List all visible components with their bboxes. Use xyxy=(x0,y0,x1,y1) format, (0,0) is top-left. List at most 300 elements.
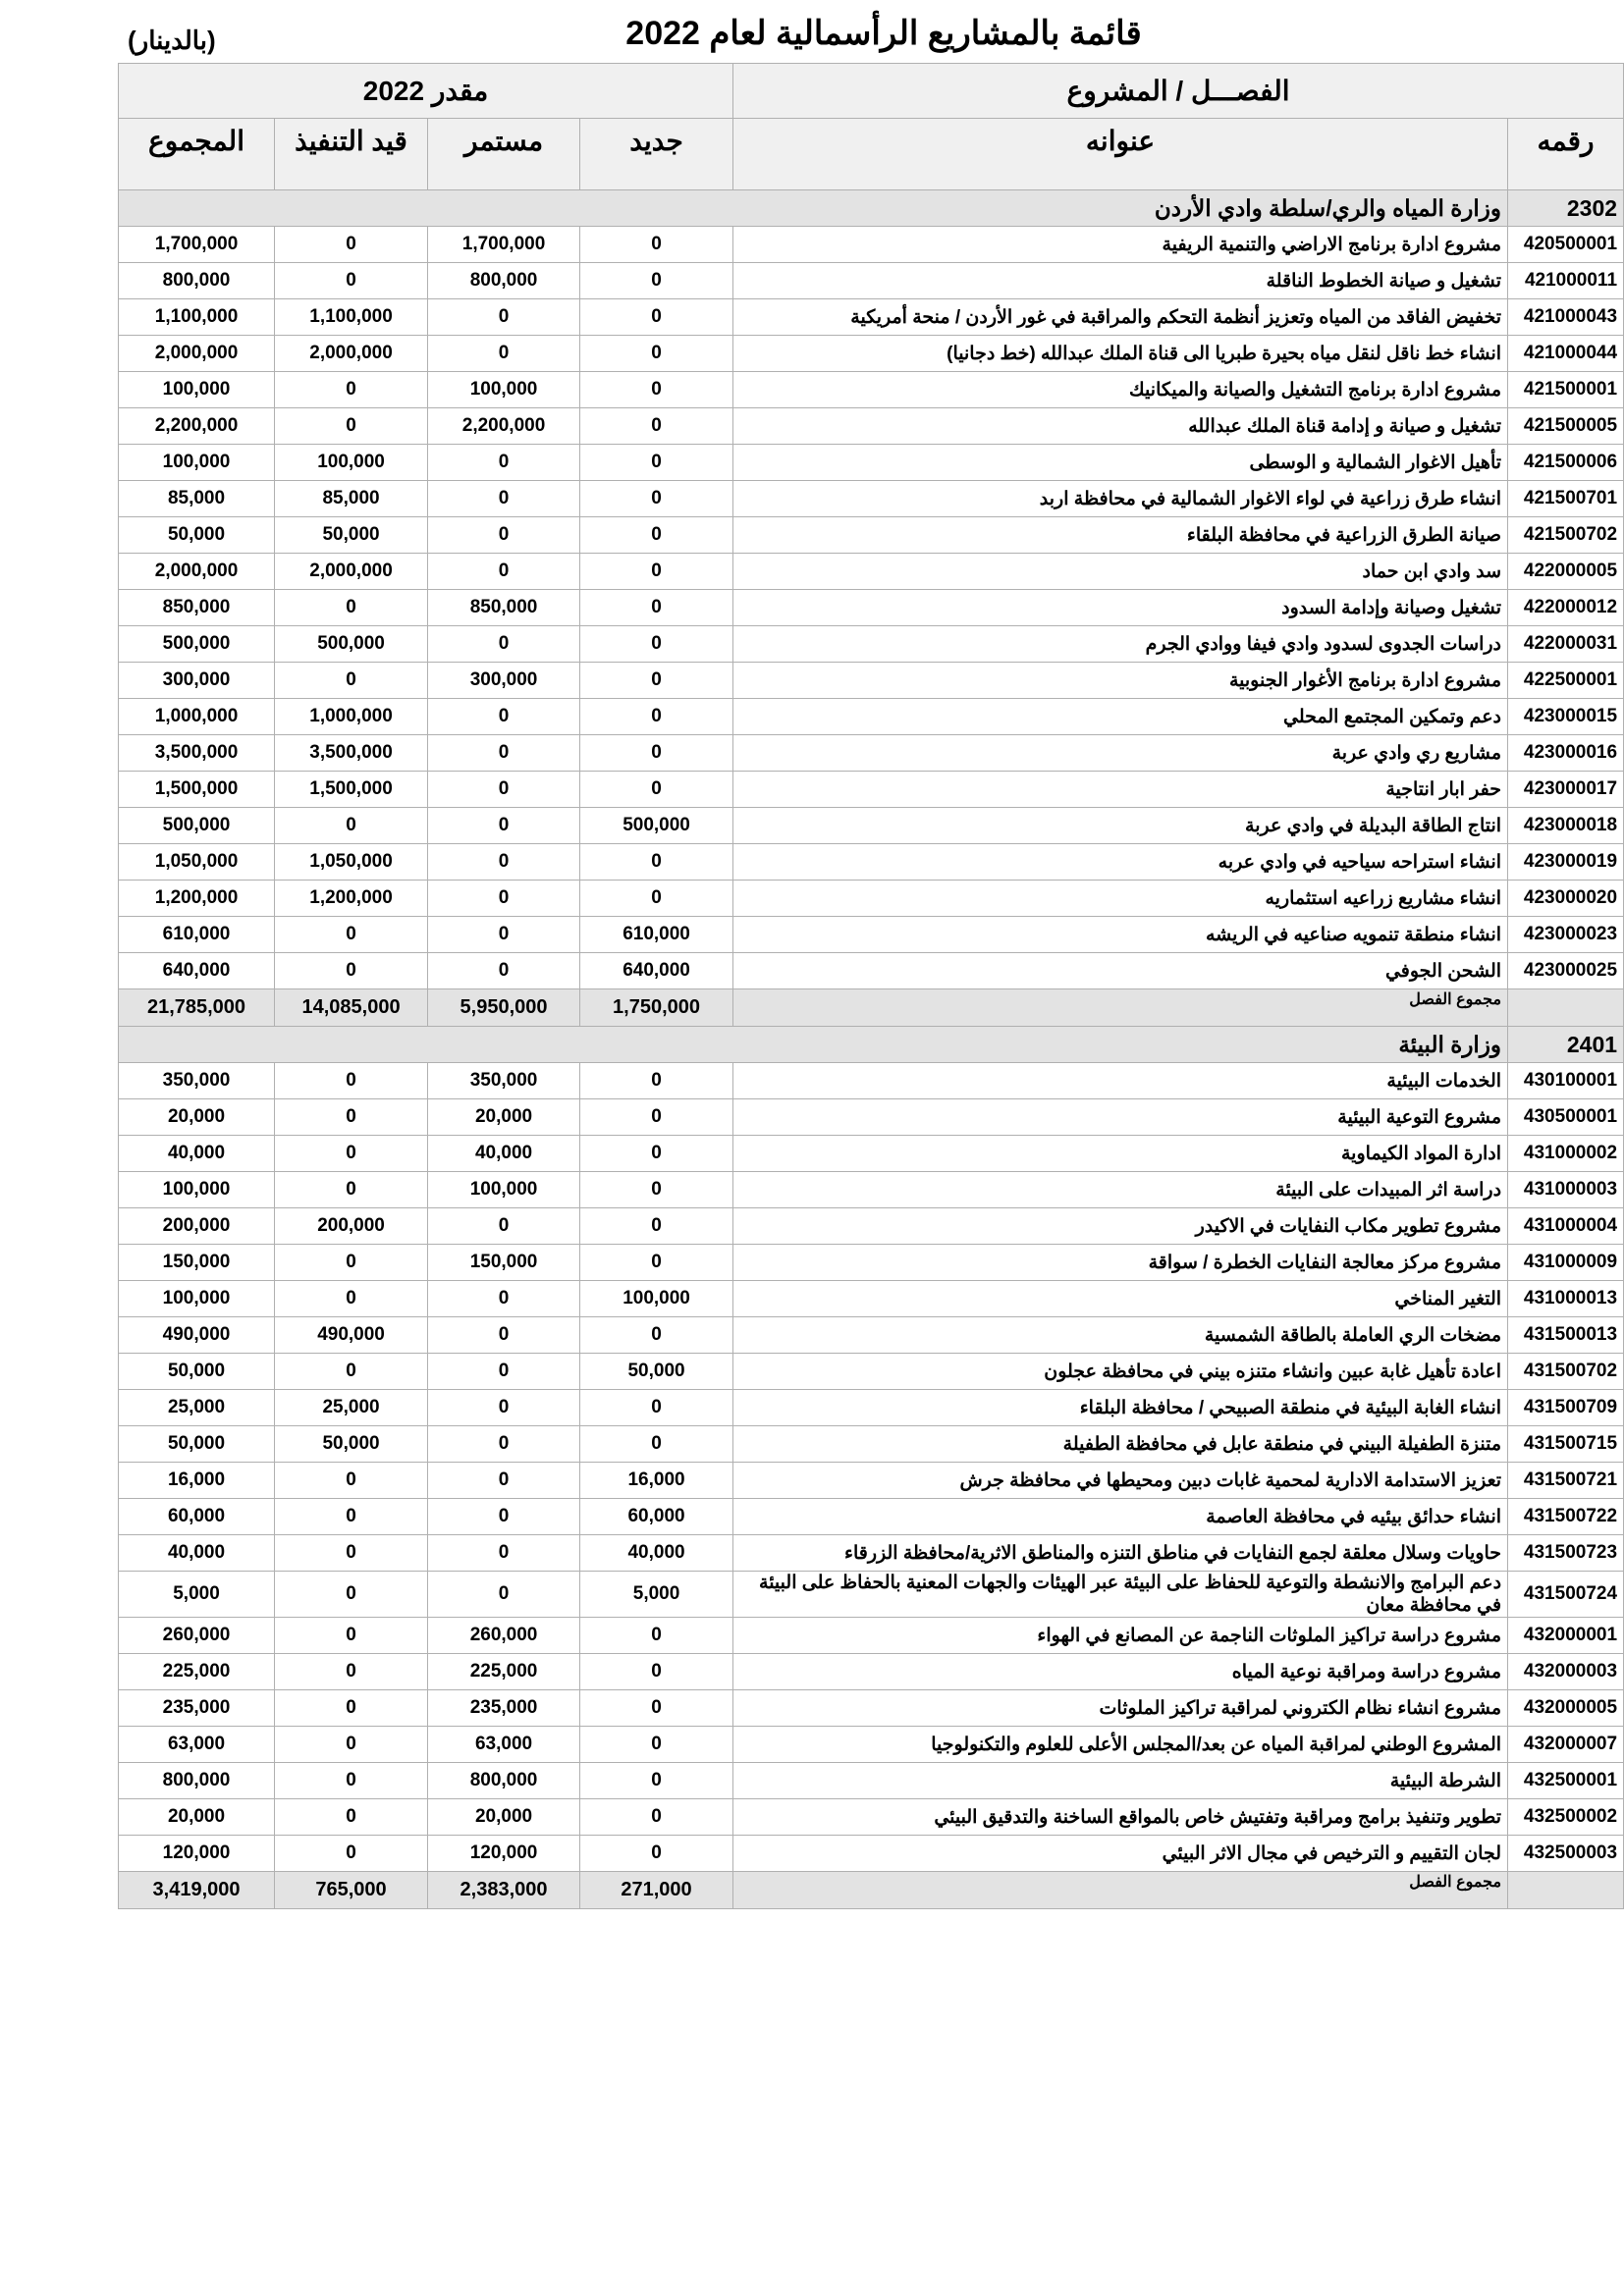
total-amount: 490,000 xyxy=(119,1317,275,1354)
continuing-amount: 0 xyxy=(428,808,580,844)
total-amount: 850,000 xyxy=(119,590,275,626)
table-row xyxy=(119,917,1624,953)
project-name: انشاء استراحه سياحيه في وادي عربه xyxy=(733,844,1508,881)
in-progress-amount: 0 xyxy=(275,227,428,263)
table-row xyxy=(119,1799,1624,1836)
section-code: 2302 xyxy=(1508,190,1624,227)
project-id: 431500721 xyxy=(1508,1463,1624,1499)
continuing-amount: 0 xyxy=(428,1317,580,1354)
section-header xyxy=(119,1027,1624,1063)
table-row xyxy=(119,408,1624,445)
table-row xyxy=(119,1390,1624,1426)
table-row xyxy=(119,1426,1624,1463)
in-progress-amount: 50,000 xyxy=(275,517,428,554)
project-id: 423000017 xyxy=(1508,772,1624,808)
new-amount: 0 xyxy=(580,263,733,299)
in-progress-amount: 500,000 xyxy=(275,626,428,663)
in-progress-amount: 85,000 xyxy=(275,481,428,517)
continuing-total: 2,383,000 xyxy=(428,1872,580,1909)
project-id: 431500722 xyxy=(1508,1499,1624,1535)
project-id: 432000005 xyxy=(1508,1690,1624,1727)
total-amount: 200,000 xyxy=(119,1208,275,1245)
total-amount: 300,000 xyxy=(119,663,275,699)
project-name: دراسة اثر المبيدات على البيئة xyxy=(733,1172,1508,1208)
table-row xyxy=(119,1463,1624,1499)
in-progress-amount: 0 xyxy=(275,953,428,989)
continuing-amount: 0 xyxy=(428,1572,580,1618)
project-name: مشروع ادارة برنامج الاراضي والتنمية الريفية xyxy=(733,227,1508,263)
new-amount: 0 xyxy=(580,1317,733,1354)
project-id: 432500003 xyxy=(1508,1836,1624,1872)
currency-unit: (بالدينار) xyxy=(128,26,216,55)
table-row xyxy=(119,263,1624,299)
project-name: لجان التقييم و الترخيص في مجال الاثر البيئي xyxy=(733,1836,1508,1872)
new-amount: 0 xyxy=(580,772,733,808)
project-name: حاويات وسلال معلقة لجمع النفايات في مناطق التنزه والمناطق الاثرية/محافظة الزرقاء xyxy=(733,1535,1508,1572)
table-row xyxy=(119,772,1624,808)
total-amount: 2,000,000 xyxy=(119,554,275,590)
projects-table xyxy=(118,63,1624,1909)
new-amount: 60,000 xyxy=(580,1499,733,1535)
new-total: 1,750,000 xyxy=(580,989,733,1027)
total-amount: 100,000 xyxy=(119,445,275,481)
new-amount: 610,000 xyxy=(580,917,733,953)
total-amount: 800,000 xyxy=(119,1763,275,1799)
continuing-amount: 0 xyxy=(428,299,580,336)
project-id: 423000023 xyxy=(1508,917,1624,953)
project-name: اعادة تأهيل غابة عبين وانشاء متنزه بيني في محافظة عجلون xyxy=(733,1354,1508,1390)
project-name: مشروع انشاء نظام الكتروني لمراقبة تراكيز الملوثات xyxy=(733,1690,1508,1727)
table-row xyxy=(119,1654,1624,1690)
new-amount: 0 xyxy=(580,1172,733,1208)
in-progress-amount: 0 xyxy=(275,1463,428,1499)
total-amount: 20,000 xyxy=(119,1799,275,1836)
new-amount: 0 xyxy=(580,227,733,263)
project-id: 423000020 xyxy=(1508,881,1624,917)
continuing-amount: 0 xyxy=(428,953,580,989)
continuing-amount: 800,000 xyxy=(428,263,580,299)
continuing-amount: 0 xyxy=(428,1281,580,1317)
continuing-amount: 0 xyxy=(428,881,580,917)
empty-cell xyxy=(1508,989,1624,1027)
continuing-amount: 300,000 xyxy=(428,663,580,699)
continuing-amount: 0 xyxy=(428,699,580,735)
header-row-2 xyxy=(119,119,1624,190)
project-id: 431000013 xyxy=(1508,1281,1624,1317)
new-amount: 0 xyxy=(580,1654,733,1690)
project-id: 432000007 xyxy=(1508,1727,1624,1763)
project-id: 431500013 xyxy=(1508,1317,1624,1354)
total-amount: 235,000 xyxy=(119,1690,275,1727)
new-amount: 0 xyxy=(580,699,733,735)
table-row xyxy=(119,1281,1624,1317)
header-name: عنوانه xyxy=(733,119,1508,190)
new-amount: 0 xyxy=(580,663,733,699)
continuing-amount: 2,200,000 xyxy=(428,408,580,445)
new-amount: 0 xyxy=(580,590,733,626)
in-progress-amount: 0 xyxy=(275,1499,428,1535)
in-progress-amount: 3,500,000 xyxy=(275,735,428,772)
new-amount: 640,000 xyxy=(580,953,733,989)
table-row xyxy=(119,735,1624,772)
project-name: تخفيض الفاقد من المياه وتعزيز أنظمة التحكم والمراقبة في غور الأردن / منحة أمريكية xyxy=(733,299,1508,336)
project-name: دعم البرامج والانشطة والتوعية للحفاظ على البيئة عبر الهيئات والجهات المعنية بالحفاظ على البيئة في محافظة معان xyxy=(733,1572,1508,1618)
new-amount: 0 xyxy=(580,735,733,772)
total-label: مجموع الفصل xyxy=(733,1872,1508,1909)
project-name: انشاء طرق زراعية في لواء الاغوار الشمالية في محافظة اربد xyxy=(733,481,1508,517)
total-amount: 500,000 xyxy=(119,808,275,844)
continuing-amount: 0 xyxy=(428,1426,580,1463)
continuing-amount: 0 xyxy=(428,626,580,663)
header-new: جديد xyxy=(580,119,733,190)
continuing-amount: 225,000 xyxy=(428,1654,580,1690)
continuing-amount: 0 xyxy=(428,336,580,372)
new-amount: 0 xyxy=(580,1245,733,1281)
in-progress-amount: 0 xyxy=(275,1535,428,1572)
project-id: 423000015 xyxy=(1508,699,1624,735)
new-amount: 0 xyxy=(580,1836,733,1872)
page-title: قائمة بالمشاريع الرأسمالية لعام 2022 xyxy=(625,15,1142,52)
new-amount: 0 xyxy=(580,1799,733,1836)
project-id: 422000012 xyxy=(1508,590,1624,626)
in-progress-amount: 200,000 xyxy=(275,1208,428,1245)
total-amount: 610,000 xyxy=(119,917,275,953)
project-name: تطوير وتنفيذ برامج ومراقبة وتفتيش خاص بالمواقع الساخنة والتدقيق البيئي xyxy=(733,1799,1508,1836)
section-total-row xyxy=(119,989,1624,1027)
project-name: تأهيل الاغوار الشمالية و الوسطى xyxy=(733,445,1508,481)
continuing-amount: 350,000 xyxy=(428,1063,580,1099)
header-total: المجموع xyxy=(119,119,275,190)
table-row xyxy=(119,663,1624,699)
in-progress-amount: 0 xyxy=(275,663,428,699)
project-name: انشاء الغابة البيئية في منطقة الصبيحي / محافظة البلقاء xyxy=(733,1390,1508,1426)
project-name: مضخات الري العاملة بالطاقة الشمسية xyxy=(733,1317,1508,1354)
in-progress-amount: 1,000,000 xyxy=(275,699,428,735)
total-amount: 225,000 xyxy=(119,1654,275,1690)
table-row xyxy=(119,590,1624,626)
new-amount: 0 xyxy=(580,1099,733,1136)
table-row xyxy=(119,1354,1624,1390)
continuing-amount: 0 xyxy=(428,735,580,772)
total-amount: 100,000 xyxy=(119,1281,275,1317)
table-row xyxy=(119,554,1624,590)
project-name: تعزيز الاستدامة الادارية لمحمية غابات دبين ومحيطها في محافظة جرش xyxy=(733,1463,1508,1499)
continuing-amount: 260,000 xyxy=(428,1618,580,1654)
total-label: مجموع الفصل xyxy=(733,989,1508,1027)
project-id: 421500006 xyxy=(1508,445,1624,481)
in-progress-amount: 1,500,000 xyxy=(275,772,428,808)
total-amount: 100,000 xyxy=(119,1172,275,1208)
project-id: 431000002 xyxy=(1508,1136,1624,1172)
table-row xyxy=(119,699,1624,735)
table-row xyxy=(119,626,1624,663)
continuing-amount: 1,700,000 xyxy=(428,227,580,263)
in-progress-amount: 0 xyxy=(275,1245,428,1281)
project-name: مشروع دراسة تراكيز الملوثات الناجمة عن المصانع في الهواء xyxy=(733,1618,1508,1654)
project-name: مشروع دراسة ومراقبة نوعية المياه xyxy=(733,1654,1508,1690)
in-progress-amount: 490,000 xyxy=(275,1317,428,1354)
project-id: 431500723 xyxy=(1508,1535,1624,1572)
total-amount: 63,000 xyxy=(119,1727,275,1763)
project-name: مشاريع ري وادي عربة xyxy=(733,735,1508,772)
total-amount: 260,000 xyxy=(119,1618,275,1654)
project-name: الخدمات البيئية xyxy=(733,1063,1508,1099)
table-row xyxy=(119,1172,1624,1208)
new-amount: 0 xyxy=(580,299,733,336)
in-progress-amount: 0 xyxy=(275,1354,428,1390)
project-id: 431000004 xyxy=(1508,1208,1624,1245)
total-amount: 16,000 xyxy=(119,1463,275,1499)
project-id: 421500701 xyxy=(1508,481,1624,517)
project-name: حفر ابار انتاجية xyxy=(733,772,1508,808)
in-progress-amount: 0 xyxy=(275,372,428,408)
in-progress-amount: 0 xyxy=(275,1654,428,1690)
project-name: مشروع مركز معالجة النفايات الخطرة / سواقة xyxy=(733,1245,1508,1281)
continuing-amount: 0 xyxy=(428,1463,580,1499)
new-amount: 16,000 xyxy=(580,1463,733,1499)
table-row xyxy=(119,1572,1624,1618)
project-id: 422500001 xyxy=(1508,663,1624,699)
continuing-amount: 0 xyxy=(428,445,580,481)
grand-total: 21,785,000 xyxy=(119,989,275,1027)
continuing-amount: 0 xyxy=(428,917,580,953)
in-progress-total: 765,000 xyxy=(275,1872,428,1909)
table-row xyxy=(119,1763,1624,1799)
project-id: 422000031 xyxy=(1508,626,1624,663)
project-name: انشاء منطقة تنمويه صناعيه في الريشه xyxy=(733,917,1508,953)
in-progress-amount: 2,000,000 xyxy=(275,336,428,372)
in-progress-amount: 0 xyxy=(275,1799,428,1836)
continuing-amount: 0 xyxy=(428,1390,580,1426)
total-amount: 5,000 xyxy=(119,1572,275,1618)
new-amount: 100,000 xyxy=(580,1281,733,1317)
in-progress-amount: 0 xyxy=(275,408,428,445)
continuing-amount: 0 xyxy=(428,772,580,808)
header-id: رقمه xyxy=(1508,119,1624,190)
in-progress-amount: 0 xyxy=(275,1572,428,1618)
project-name: انشاء خط ناقل لنقل مياه بحيرة طبريا الى قناة الملك عبدالله (خط دجانيا) xyxy=(733,336,1508,372)
continuing-amount: 800,000 xyxy=(428,1763,580,1799)
table-row xyxy=(119,1618,1624,1654)
in-progress-amount: 0 xyxy=(275,1727,428,1763)
total-amount: 50,000 xyxy=(119,1426,275,1463)
project-name: انشاء حدائق بيئيه في محافظة العاصمة xyxy=(733,1499,1508,1535)
section-total-row xyxy=(119,1872,1624,1909)
section-name: وزارة المياه والري/سلطة وادي الأردن xyxy=(119,190,1508,227)
in-progress-amount: 0 xyxy=(275,1281,428,1317)
total-amount: 50,000 xyxy=(119,1354,275,1390)
continuing-amount: 120,000 xyxy=(428,1836,580,1872)
in-progress-amount: 0 xyxy=(275,1099,428,1136)
project-name: دراسات الجدوى لسدود وادي فيفا ووادي الجرم xyxy=(733,626,1508,663)
continuing-amount: 0 xyxy=(428,1354,580,1390)
continuing-amount: 0 xyxy=(428,554,580,590)
header-in-progress: قيد التنفيذ xyxy=(275,119,428,190)
in-progress-amount: 0 xyxy=(275,917,428,953)
table-row xyxy=(119,227,1624,263)
table-row xyxy=(119,336,1624,372)
project-id: 432000003 xyxy=(1508,1654,1624,1690)
project-id: 430500001 xyxy=(1508,1099,1624,1136)
project-id: 421000044 xyxy=(1508,336,1624,372)
table-row xyxy=(119,445,1624,481)
project-name: التغير المناخي xyxy=(733,1281,1508,1317)
table-row xyxy=(119,844,1624,881)
total-amount: 50,000 xyxy=(119,517,275,554)
total-amount: 85,000 xyxy=(119,481,275,517)
total-amount: 1,000,000 xyxy=(119,699,275,735)
project-id: 431500715 xyxy=(1508,1426,1624,1463)
table-row xyxy=(119,1245,1624,1281)
continuing-amount: 63,000 xyxy=(428,1727,580,1763)
total-amount: 60,000 xyxy=(119,1499,275,1535)
new-amount: 0 xyxy=(580,626,733,663)
table-row xyxy=(119,299,1624,336)
continuing-amount: 150,000 xyxy=(428,1245,580,1281)
project-name: الشحن الجوفي xyxy=(733,953,1508,989)
total-amount: 40,000 xyxy=(119,1136,275,1172)
in-progress-amount: 0 xyxy=(275,808,428,844)
in-progress-amount: 0 xyxy=(275,1172,428,1208)
total-amount: 500,000 xyxy=(119,626,275,663)
project-id: 421500702 xyxy=(1508,517,1624,554)
total-amount: 800,000 xyxy=(119,263,275,299)
in-progress-amount: 0 xyxy=(275,1836,428,1872)
in-progress-amount: 25,000 xyxy=(275,1390,428,1426)
in-progress-amount: 100,000 xyxy=(275,445,428,481)
new-amount: 0 xyxy=(580,1208,733,1245)
header-chapter-project: الفصـــل / المشروع xyxy=(733,64,1624,119)
in-progress-amount: 0 xyxy=(275,590,428,626)
grand-total: 3,419,000 xyxy=(119,1872,275,1909)
table-row xyxy=(119,1208,1624,1245)
header-row-1 xyxy=(119,64,1624,119)
in-progress-amount: 0 xyxy=(275,1063,428,1099)
new-amount: 0 xyxy=(580,1390,733,1426)
new-amount: 0 xyxy=(580,1727,733,1763)
project-name: مشروع ادارة برنامج الأغوار الجنوبية xyxy=(733,663,1508,699)
in-progress-amount: 1,050,000 xyxy=(275,844,428,881)
new-amount: 0 xyxy=(580,844,733,881)
project-id: 423000019 xyxy=(1508,844,1624,881)
project-id: 432500001 xyxy=(1508,1763,1624,1799)
project-name: دعم وتمكين المجتمع المحلي xyxy=(733,699,1508,735)
project-name: انتاج الطاقة البديلة في وادي عربة xyxy=(733,808,1508,844)
new-amount: 0 xyxy=(580,554,733,590)
in-progress-amount: 0 xyxy=(275,1136,428,1172)
new-amount: 0 xyxy=(580,1618,733,1654)
header-estimate: مقدر 2022 xyxy=(119,64,733,119)
table-row xyxy=(119,1317,1624,1354)
continuing-amount: 100,000 xyxy=(428,1172,580,1208)
new-amount: 0 xyxy=(580,408,733,445)
total-amount: 1,700,000 xyxy=(119,227,275,263)
total-amount: 1,200,000 xyxy=(119,881,275,917)
total-amount: 3,500,000 xyxy=(119,735,275,772)
project-name: تشغيل و صيانة و إدامة قناة الملك عبدالله xyxy=(733,408,1508,445)
table-row xyxy=(119,1727,1624,1763)
new-amount: 0 xyxy=(580,1690,733,1727)
new-amount: 0 xyxy=(580,1136,733,1172)
continuing-amount: 235,000 xyxy=(428,1690,580,1727)
table-row xyxy=(119,372,1624,408)
continuing-amount: 20,000 xyxy=(428,1099,580,1136)
project-name: مشروع التوعية البيئية xyxy=(733,1099,1508,1136)
in-progress-amount: 0 xyxy=(275,1763,428,1799)
project-id: 421000011 xyxy=(1508,263,1624,299)
header-continuing: مستمر xyxy=(428,119,580,190)
table-row xyxy=(119,1136,1624,1172)
new-amount: 0 xyxy=(580,517,733,554)
continuing-amount: 850,000 xyxy=(428,590,580,626)
in-progress-amount: 1,200,000 xyxy=(275,881,428,917)
total-amount: 350,000 xyxy=(119,1063,275,1099)
in-progress-amount: 2,000,000 xyxy=(275,554,428,590)
project-name: انشاء مشاريع زراعيه استثماريه xyxy=(733,881,1508,917)
continuing-amount: 0 xyxy=(428,517,580,554)
table-row xyxy=(119,1690,1624,1727)
project-name: سد وادي ابن حماد xyxy=(733,554,1508,590)
continuing-amount: 0 xyxy=(428,1208,580,1245)
continuing-amount: 0 xyxy=(428,481,580,517)
in-progress-amount: 0 xyxy=(275,1690,428,1727)
continuing-amount: 20,000 xyxy=(428,1799,580,1836)
new-amount: 0 xyxy=(580,372,733,408)
project-id: 420500001 xyxy=(1508,227,1624,263)
continuing-amount: 0 xyxy=(428,1535,580,1572)
project-name: تشغيل و صيانة الخطوط الناقلة xyxy=(733,263,1508,299)
project-id: 430100001 xyxy=(1508,1063,1624,1099)
total-amount: 2,200,000 xyxy=(119,408,275,445)
project-id: 423000025 xyxy=(1508,953,1624,989)
project-name: المشروع الوطني لمراقبة المياه عن بعد/المجلس الأعلى للعلوم والتكنولوجيا xyxy=(733,1727,1508,1763)
new-total: 271,000 xyxy=(580,1872,733,1909)
project-id: 423000016 xyxy=(1508,735,1624,772)
project-id: 423000018 xyxy=(1508,808,1624,844)
continuing-total: 5,950,000 xyxy=(428,989,580,1027)
total-amount: 640,000 xyxy=(119,953,275,989)
total-amount: 1,050,000 xyxy=(119,844,275,881)
continuing-amount: 0 xyxy=(428,844,580,881)
new-amount: 0 xyxy=(580,481,733,517)
new-amount: 0 xyxy=(580,336,733,372)
new-amount: 40,000 xyxy=(580,1535,733,1572)
table-row xyxy=(119,1535,1624,1572)
project-name: تشغيل وصيانة وإدامة السدود xyxy=(733,590,1508,626)
total-amount: 25,000 xyxy=(119,1390,275,1426)
total-amount: 40,000 xyxy=(119,1535,275,1572)
table-row xyxy=(119,517,1624,554)
project-id: 432500002 xyxy=(1508,1799,1624,1836)
section-header xyxy=(119,190,1624,227)
table-row xyxy=(119,1099,1624,1136)
project-id: 431000009 xyxy=(1508,1245,1624,1281)
project-name: ادارة المواد الكيماوية xyxy=(733,1136,1508,1172)
project-name: مشروع ادارة برنامج التشغيل والصيانة والميكانيك xyxy=(733,372,1508,408)
section-name: وزارة البيئة xyxy=(119,1027,1508,1063)
table-row xyxy=(119,1836,1624,1872)
total-amount: 1,100,000 xyxy=(119,299,275,336)
section-code: 2401 xyxy=(1508,1027,1624,1063)
in-progress-amount: 0 xyxy=(275,1618,428,1654)
in-progress-amount: 50,000 xyxy=(275,1426,428,1463)
table-row xyxy=(119,1063,1624,1099)
project-id: 421500001 xyxy=(1508,372,1624,408)
project-id: 431000003 xyxy=(1508,1172,1624,1208)
empty-cell xyxy=(1508,1872,1624,1909)
new-amount: 50,000 xyxy=(580,1354,733,1390)
project-name: متنزة الطفيلة البيني في منطقة عابل في محافظة الطفيلة xyxy=(733,1426,1508,1463)
